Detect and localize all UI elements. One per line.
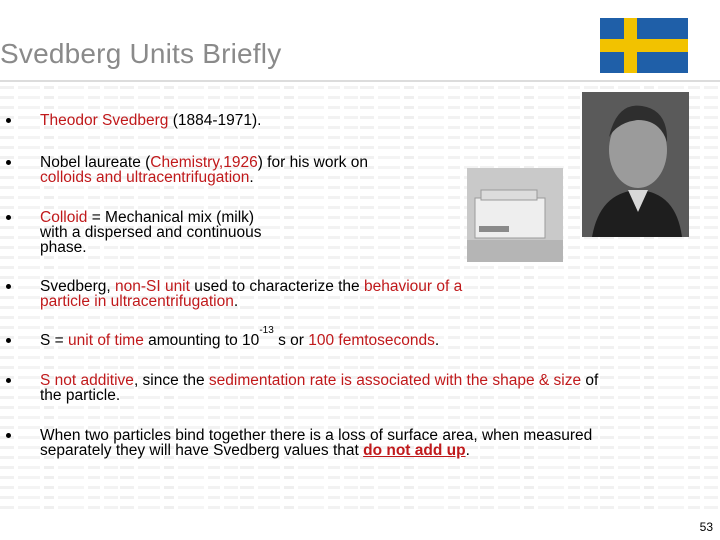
text-run: s or xyxy=(273,332,309,349)
highlight-text: behaviour of a xyxy=(363,278,463,295)
bullet-text xyxy=(40,373,700,403)
text-run: . xyxy=(465,442,470,459)
text-run: the particle. xyxy=(40,387,121,404)
highlight-text: Theodor Svedberg xyxy=(40,112,169,129)
bullet-dot-icon xyxy=(6,215,11,220)
title-divider xyxy=(0,80,720,82)
text-run: Nobel laureate ( xyxy=(40,154,151,171)
bullet-dot-icon xyxy=(6,284,11,289)
highlight-text: colloids and ultracentrifugation xyxy=(40,169,250,186)
page-number: 53 xyxy=(699,520,713,534)
highlight-text: sedimentation rate is associated with the shape & size xyxy=(208,372,582,389)
bullet-dot-icon xyxy=(6,378,11,383)
bullet-dot-icon xyxy=(6,433,11,438)
highlight-text: Chemistry,1926 xyxy=(150,154,258,171)
superscript: -13 xyxy=(259,325,274,336)
text-run: When two particles bind together there is a loss of surface area, when measured xyxy=(40,427,593,444)
bullet-dot-icon xyxy=(6,160,11,165)
slide-title: Svedberg Units Briefly xyxy=(0,38,282,69)
text-run: ) for his work on xyxy=(257,154,368,171)
highlight-text: unit of time xyxy=(68,332,144,349)
bullet-text xyxy=(40,113,700,128)
highlight-text: 100 femtoseconds xyxy=(308,332,435,349)
text-run: Svedberg, xyxy=(40,278,115,295)
text-run: . xyxy=(249,169,254,186)
text-run: with a dispersed and continuous xyxy=(40,224,262,241)
highlight-text: do not add up xyxy=(363,442,466,459)
highlight-text: non-SI unit xyxy=(114,278,190,295)
text-run: , since the xyxy=(133,372,209,389)
text-run: S = xyxy=(40,332,69,349)
bullet-dot-icon xyxy=(6,118,11,123)
text-run: = Mechanical mix (milk) xyxy=(87,209,255,226)
highlight-text: particle in ultracentrifugation xyxy=(40,293,234,310)
text-run: phase. xyxy=(40,239,87,256)
text-run: amounting to 10 xyxy=(143,332,260,349)
text-run: separately they will have Svedberg values that xyxy=(40,442,364,459)
bullet-text xyxy=(40,155,700,185)
bullet-text xyxy=(40,279,700,309)
text-run: of xyxy=(581,372,599,389)
bullet-text xyxy=(40,428,700,458)
text-run: . xyxy=(434,332,440,349)
text-run: used to characterize the xyxy=(189,278,364,295)
highlight-text: S not additive xyxy=(40,372,134,389)
bullet-text xyxy=(40,210,700,255)
bullet-text xyxy=(40,325,700,349)
highlight-text: Colloid xyxy=(40,209,88,226)
text-run: (1884-1971). xyxy=(168,112,262,129)
text-run: . xyxy=(233,293,239,310)
bullet-dot-icon xyxy=(6,338,11,343)
sweden-flag-icon xyxy=(600,18,688,73)
